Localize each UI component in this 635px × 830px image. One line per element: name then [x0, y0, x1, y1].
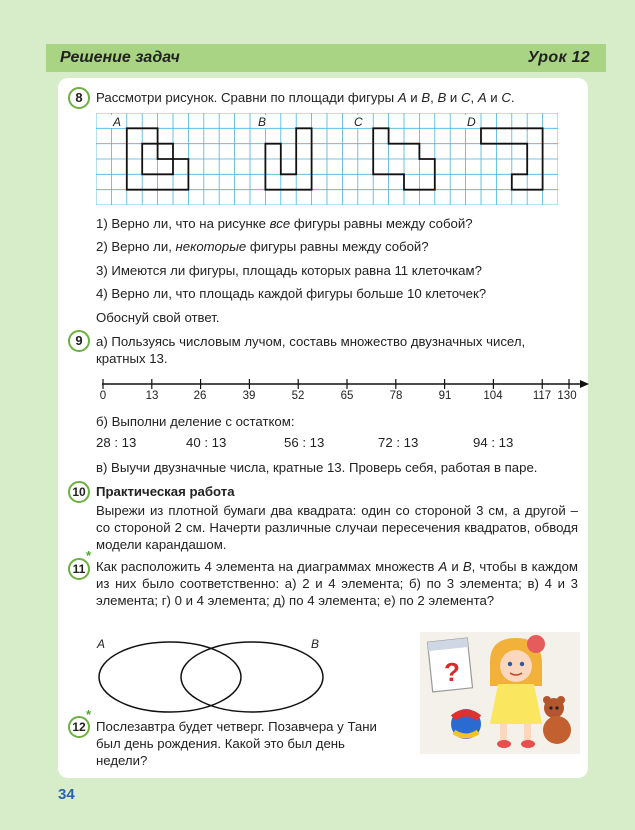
set-b-label: B — [311, 637, 320, 651]
task-8-question-3: 3) Имеются ли фигуры, площадь которых равна 11 клеточкам? — [96, 263, 482, 278]
figure-label-c: C — [354, 115, 363, 129]
ray-tick-130: 130 — [557, 390, 577, 402]
task-10-number: 10 — [68, 481, 90, 503]
figure-label-d: D — [467, 115, 476, 129]
task-8-intro: Рассмотри рисунок. Сравни по площади фигуры A и B, B и C, A и C. — [96, 90, 515, 105]
ray-tick-26: 26 — [193, 390, 207, 402]
task-10-title: Практическая работа — [96, 484, 235, 499]
girl-illustration — [420, 632, 580, 754]
task-12-text: Послезавтра будет четверг. Позавчера у Тани был день рождения. Какой это был день недели? — [96, 719, 377, 768]
division-1: 28 : 13 — [96, 435, 137, 450]
task-9-a-line-1: а) Пользуясь числовым лучом, составь множество двузначных чисел, — [96, 334, 526, 349]
ball-icon — [451, 709, 481, 739]
ray-tick-52: 52 — [291, 390, 305, 402]
ray-tick-39: 39 — [242, 390, 256, 402]
task-11-number: 11 — [68, 558, 90, 580]
figure-label-a: A — [113, 115, 122, 129]
task-9-a-line-2: кратных 13. — [96, 351, 168, 366]
ray-tick-65: 65 — [340, 390, 354, 402]
task-8-question-4: 4) Верно ли, что площадь каждой фигуры больше 10 клеточек? — [96, 286, 487, 301]
section-title: Решение задач — [60, 49, 180, 66]
lesson-number: Урок 12 — [527, 49, 590, 66]
division-5: 94 : 13 — [473, 435, 514, 450]
figure-label-b: B — [258, 115, 267, 129]
task-12-star: * — [86, 707, 92, 722]
ray-tick-78: 78 — [389, 390, 403, 402]
ray-tick-117: 117 — [532, 390, 552, 402]
task-12-number: 12 — [68, 716, 90, 738]
set-a-ellipse — [99, 642, 241, 712]
figures-grid — [96, 113, 558, 205]
calendar-icon — [427, 638, 472, 692]
ray-tick-0: 0 — [99, 390, 107, 402]
task-9-number: 9 — [68, 330, 90, 352]
page-number: 34 — [58, 786, 75, 803]
task-8-number: 8 — [68, 87, 90, 109]
division-4: 72 : 13 — [378, 435, 419, 450]
venn-diagram — [92, 632, 332, 716]
lesson-header — [46, 44, 606, 72]
ray-tick-13: 13 — [145, 390, 159, 402]
task-8-question-2: 2) Верно ли, некоторые фигуры равны между собой? — [96, 239, 429, 254]
calendar-question-mark: ? — [444, 657, 460, 687]
task-9-b-title: б) Выполни деление с остатком: — [96, 414, 295, 429]
division-3: 56 : 13 — [284, 435, 325, 450]
set-a-label: A — [97, 637, 106, 651]
ray-tick-91: 91 — [438, 390, 452, 402]
task-10-text: Вырежи из плотной бумаги два квадрата: один со стороной 3 см, а другой – со стороной 2 см. Начерти различные случаи пересечения квадратов, обводя модели карандашом. — [96, 503, 578, 552]
task-11-star: * — [86, 548, 92, 563]
task-9-c-text: в) Выучи двузначные числа, кратные 13. Проверь себя, работая в паре. — [96, 460, 538, 475]
task-8-question-5: Обоснуй свой ответ. — [96, 310, 220, 325]
ray-tick-104: 104 — [483, 390, 503, 402]
division-2: 40 : 13 — [186, 435, 227, 450]
task-11-text: Как расположить 4 элемента на диаграммах множеств A и B, чтобы в каждом из них было соответственно: а) 2 и 4 элемента; б) по 3 элемента; в) 4 и 3 элемента; г) 0 и 4 элемента; д) по 4 элемента; е) по 2 элемента? — [96, 559, 578, 608]
task-8-question-1: 1) Верно ли, что на рисунке все фигуры равны между собой? — [96, 216, 473, 231]
set-b-ellipse — [181, 642, 323, 712]
